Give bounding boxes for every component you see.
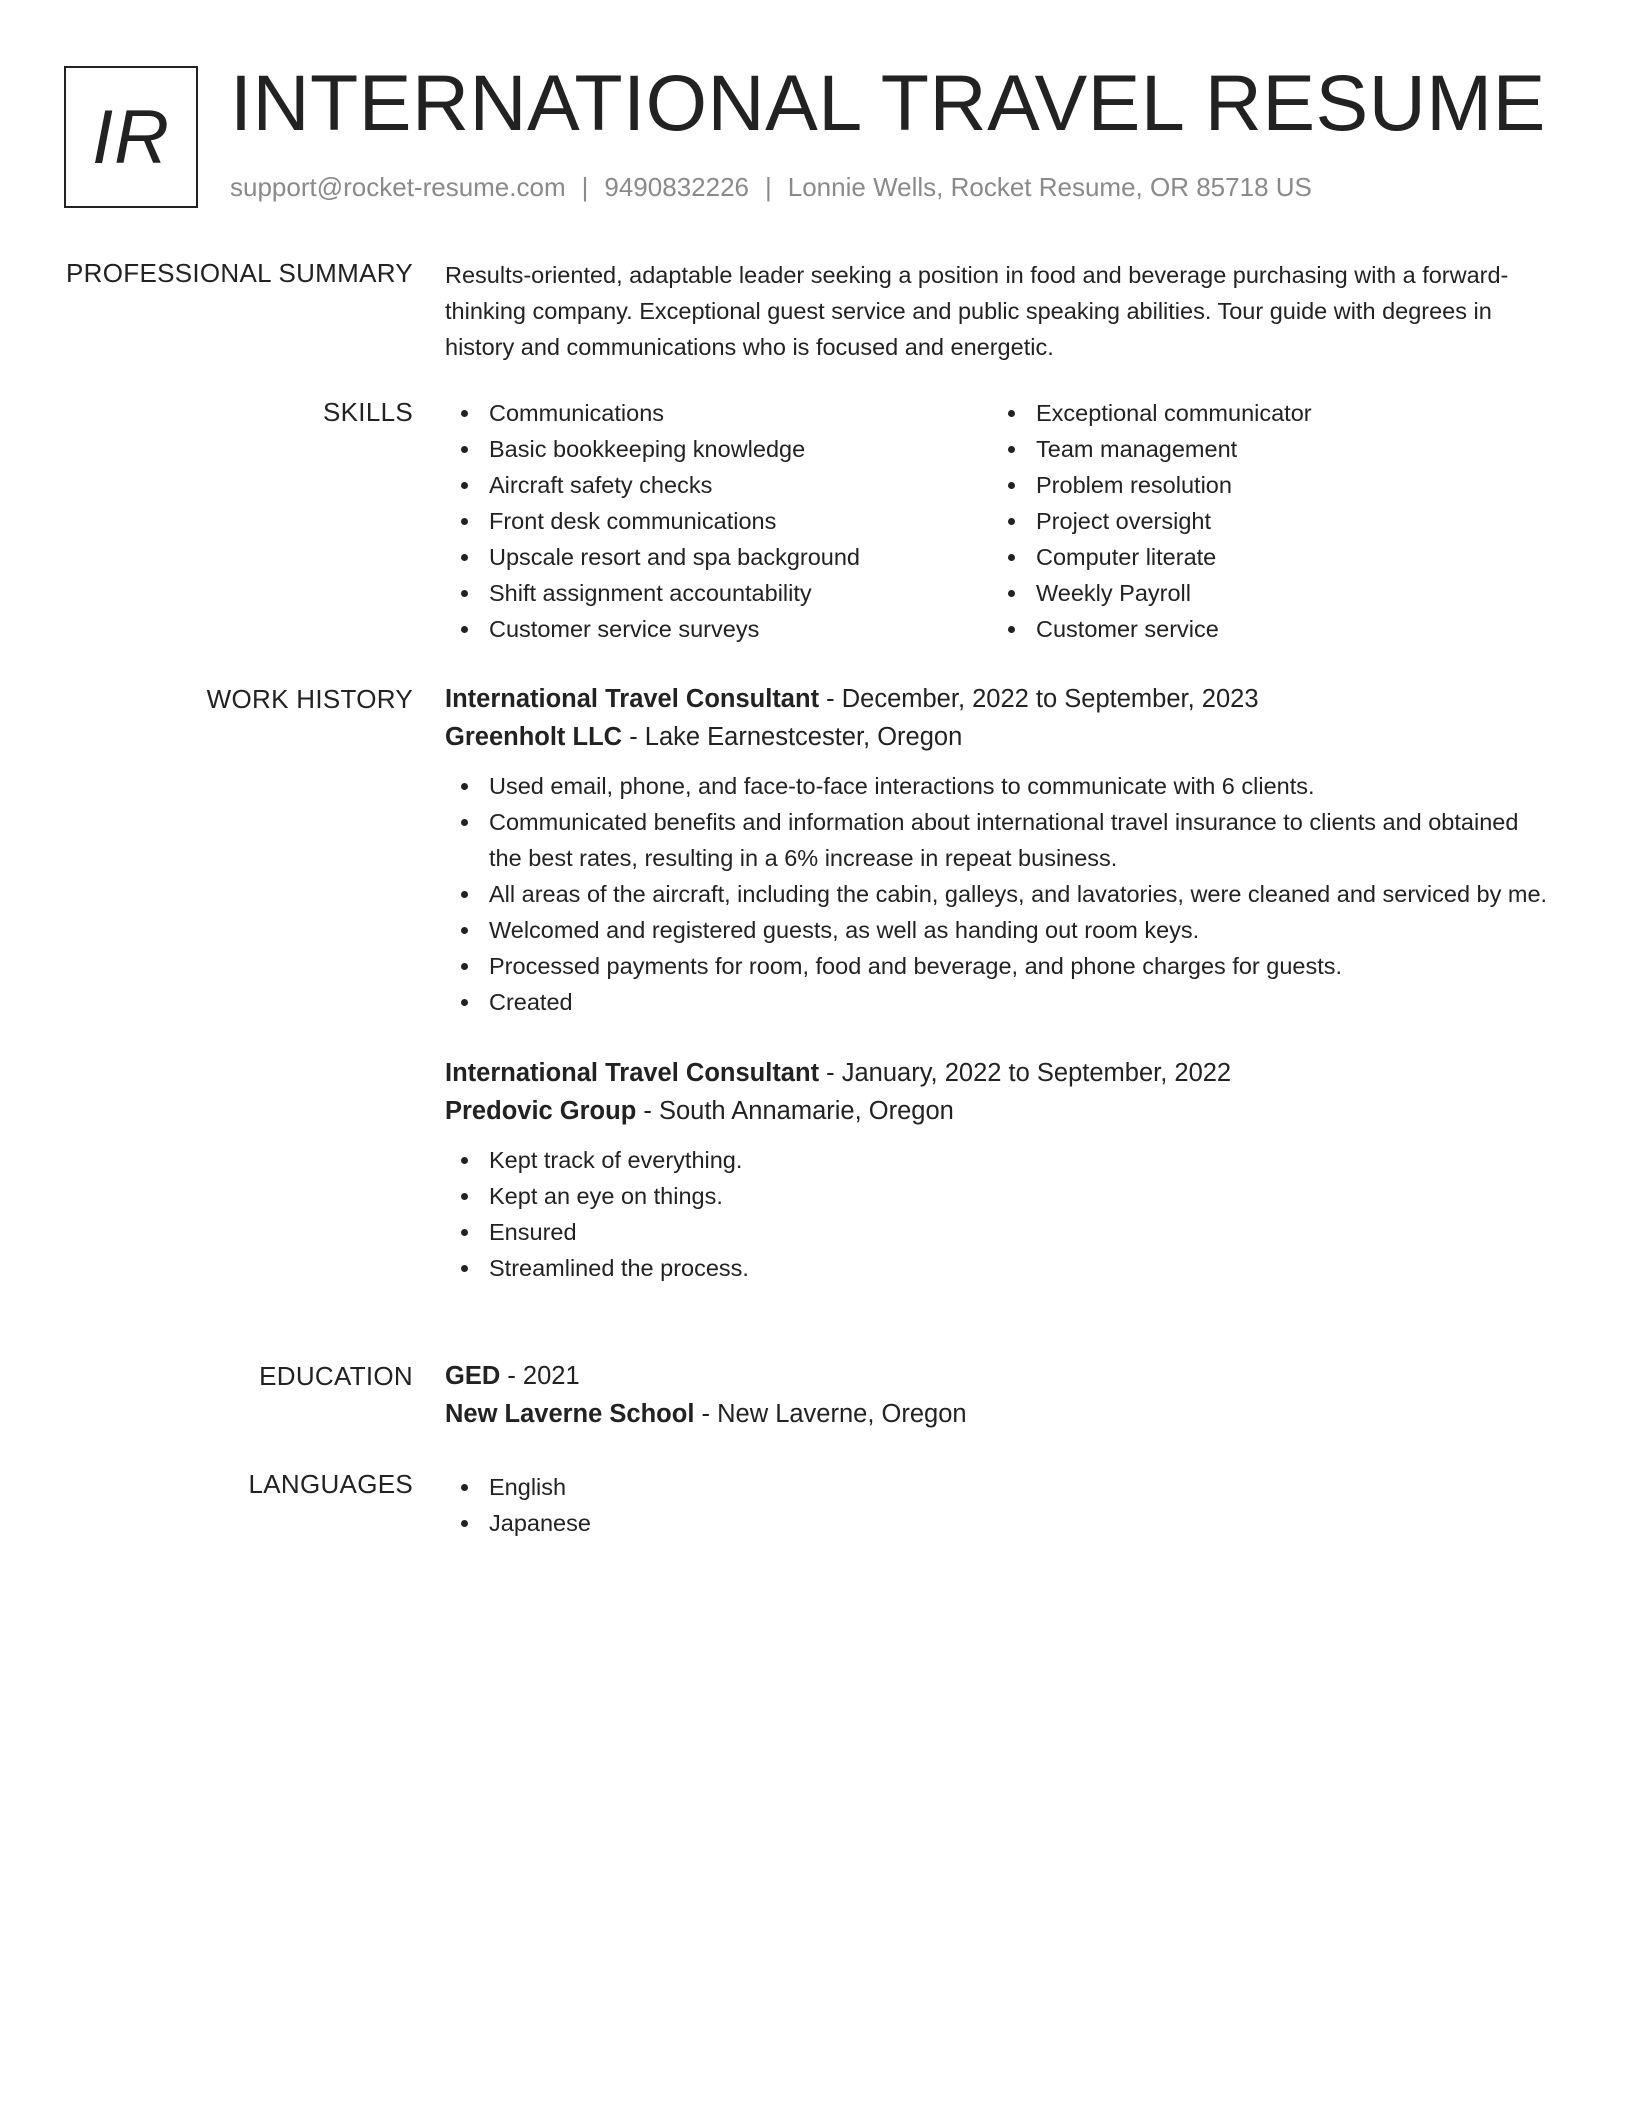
list-item: Computer literate bbox=[992, 539, 1539, 575]
job-title: International Travel Consultant bbox=[445, 685, 820, 713]
job-location: - Lake Earnestcester, Oregon bbox=[629, 723, 963, 751]
monogram-initials: IR bbox=[92, 94, 170, 180]
list-item: Front desk communications bbox=[445, 503, 992, 539]
job-company-line bbox=[445, 718, 1555, 756]
list-item: Problem resolution bbox=[992, 467, 1539, 503]
list-item: Communicated benefits and information about international travel insurance to clients and obtained the best rates, resulting in a 6% increase in repeat business. bbox=[445, 804, 1555, 876]
job-duties-list bbox=[445, 1142, 1555, 1286]
list-item: Kept an eye on things. bbox=[445, 1178, 1555, 1214]
list-item: Processed payments for room, food and beverage, and phone charges for guests. bbox=[445, 948, 1555, 984]
list-item: Customer service surveys bbox=[445, 611, 992, 647]
summary-label: PROFESSIONAL SUMMARY bbox=[66, 258, 413, 288]
list-item: Team management bbox=[992, 431, 1539, 467]
job-location: - South Annamarie, Oregon bbox=[643, 1097, 954, 1125]
list-item: Japanese bbox=[445, 1505, 1555, 1541]
contact-phone: 9490832226 bbox=[604, 172, 749, 202]
summary-text: Results-oriented, adaptable leader seeking a position in food and beverage purchasing with a forward-thinking company. Exceptional guest service and public speaking abilities. Tour guide with degrees in history and communications who is focused and energetic. bbox=[445, 262, 1509, 360]
education-location: - New Laverne, Oregon bbox=[701, 1400, 967, 1428]
skills-list-right bbox=[992, 395, 1539, 647]
list-item: Shift assignment accountability bbox=[445, 575, 992, 611]
job-dates: - December, 2022 to September, 2023 bbox=[826, 685, 1259, 713]
list-item: Communications bbox=[445, 395, 992, 431]
job-entry bbox=[445, 680, 1555, 1020]
job-company: Greenholt LLC bbox=[445, 723, 623, 751]
list-item: Customer service bbox=[992, 611, 1539, 647]
list-item: Kept track of everything. bbox=[445, 1142, 1555, 1178]
contact-separator: | bbox=[765, 172, 772, 202]
education-year: - 2021 bbox=[507, 1362, 580, 1390]
list-item: Ensured bbox=[445, 1214, 1555, 1250]
work-label: WORK HISTORY bbox=[206, 684, 413, 714]
job-duties-list bbox=[445, 768, 1555, 1020]
list-item: Welcomed and registered guests, as well as handing out room keys. bbox=[445, 912, 1555, 948]
job-entry bbox=[445, 1054, 1555, 1286]
list-item: Exceptional communicator bbox=[992, 395, 1539, 431]
list-item: Weekly Payroll bbox=[992, 575, 1539, 611]
resume-title: INTERNATIONAL TRAVEL RESUME bbox=[230, 58, 1546, 147]
list-item: Used email, phone, and face-to-face interactions to communicate with 6 clients. bbox=[445, 768, 1555, 804]
job-title: International Travel Consultant bbox=[445, 1059, 820, 1087]
list-item: Project oversight bbox=[992, 503, 1539, 539]
contact-email: support@rocket-resume.com bbox=[230, 172, 566, 202]
contact-address: Lonnie Wells, Rocket Resume, OR 85718 US bbox=[787, 172, 1312, 202]
education-label: EDUCATION bbox=[259, 1361, 413, 1391]
list-item: Basic bookkeeping knowledge bbox=[445, 431, 992, 467]
job-title-line bbox=[445, 680, 1555, 718]
job-company: Predovic Group bbox=[445, 1097, 637, 1125]
skills-columns bbox=[445, 395, 1555, 647]
job-company-line bbox=[445, 1092, 1555, 1130]
list-item: Streamlined the process. bbox=[445, 1250, 1555, 1286]
skills-label: SKILLS bbox=[323, 397, 413, 427]
contact-line bbox=[230, 172, 1312, 203]
education-degree-line bbox=[445, 1357, 1555, 1395]
list-item: English bbox=[445, 1469, 1555, 1505]
education-school: New Laverne School bbox=[445, 1400, 695, 1428]
languages-label: LANGUAGES bbox=[248, 1469, 413, 1499]
job-title-line bbox=[445, 1054, 1555, 1092]
job-dates: - January, 2022 to September, 2022 bbox=[826, 1059, 1232, 1087]
list-item: Aircraft safety checks bbox=[445, 467, 992, 503]
list-item: Created bbox=[445, 984, 1555, 1020]
education-degree: GED bbox=[445, 1362, 501, 1390]
languages-list bbox=[445, 1469, 1555, 1541]
contact-separator: | bbox=[581, 172, 589, 202]
list-item: All areas of the aircraft, including the cabin, galleys, and lavatories, were cleaned and serviced by me. bbox=[445, 876, 1555, 912]
list-item: Upscale resort and spa background bbox=[445, 539, 992, 575]
education-school-line bbox=[445, 1395, 1555, 1433]
monogram-box bbox=[64, 66, 198, 208]
skills-list-left bbox=[445, 395, 992, 647]
